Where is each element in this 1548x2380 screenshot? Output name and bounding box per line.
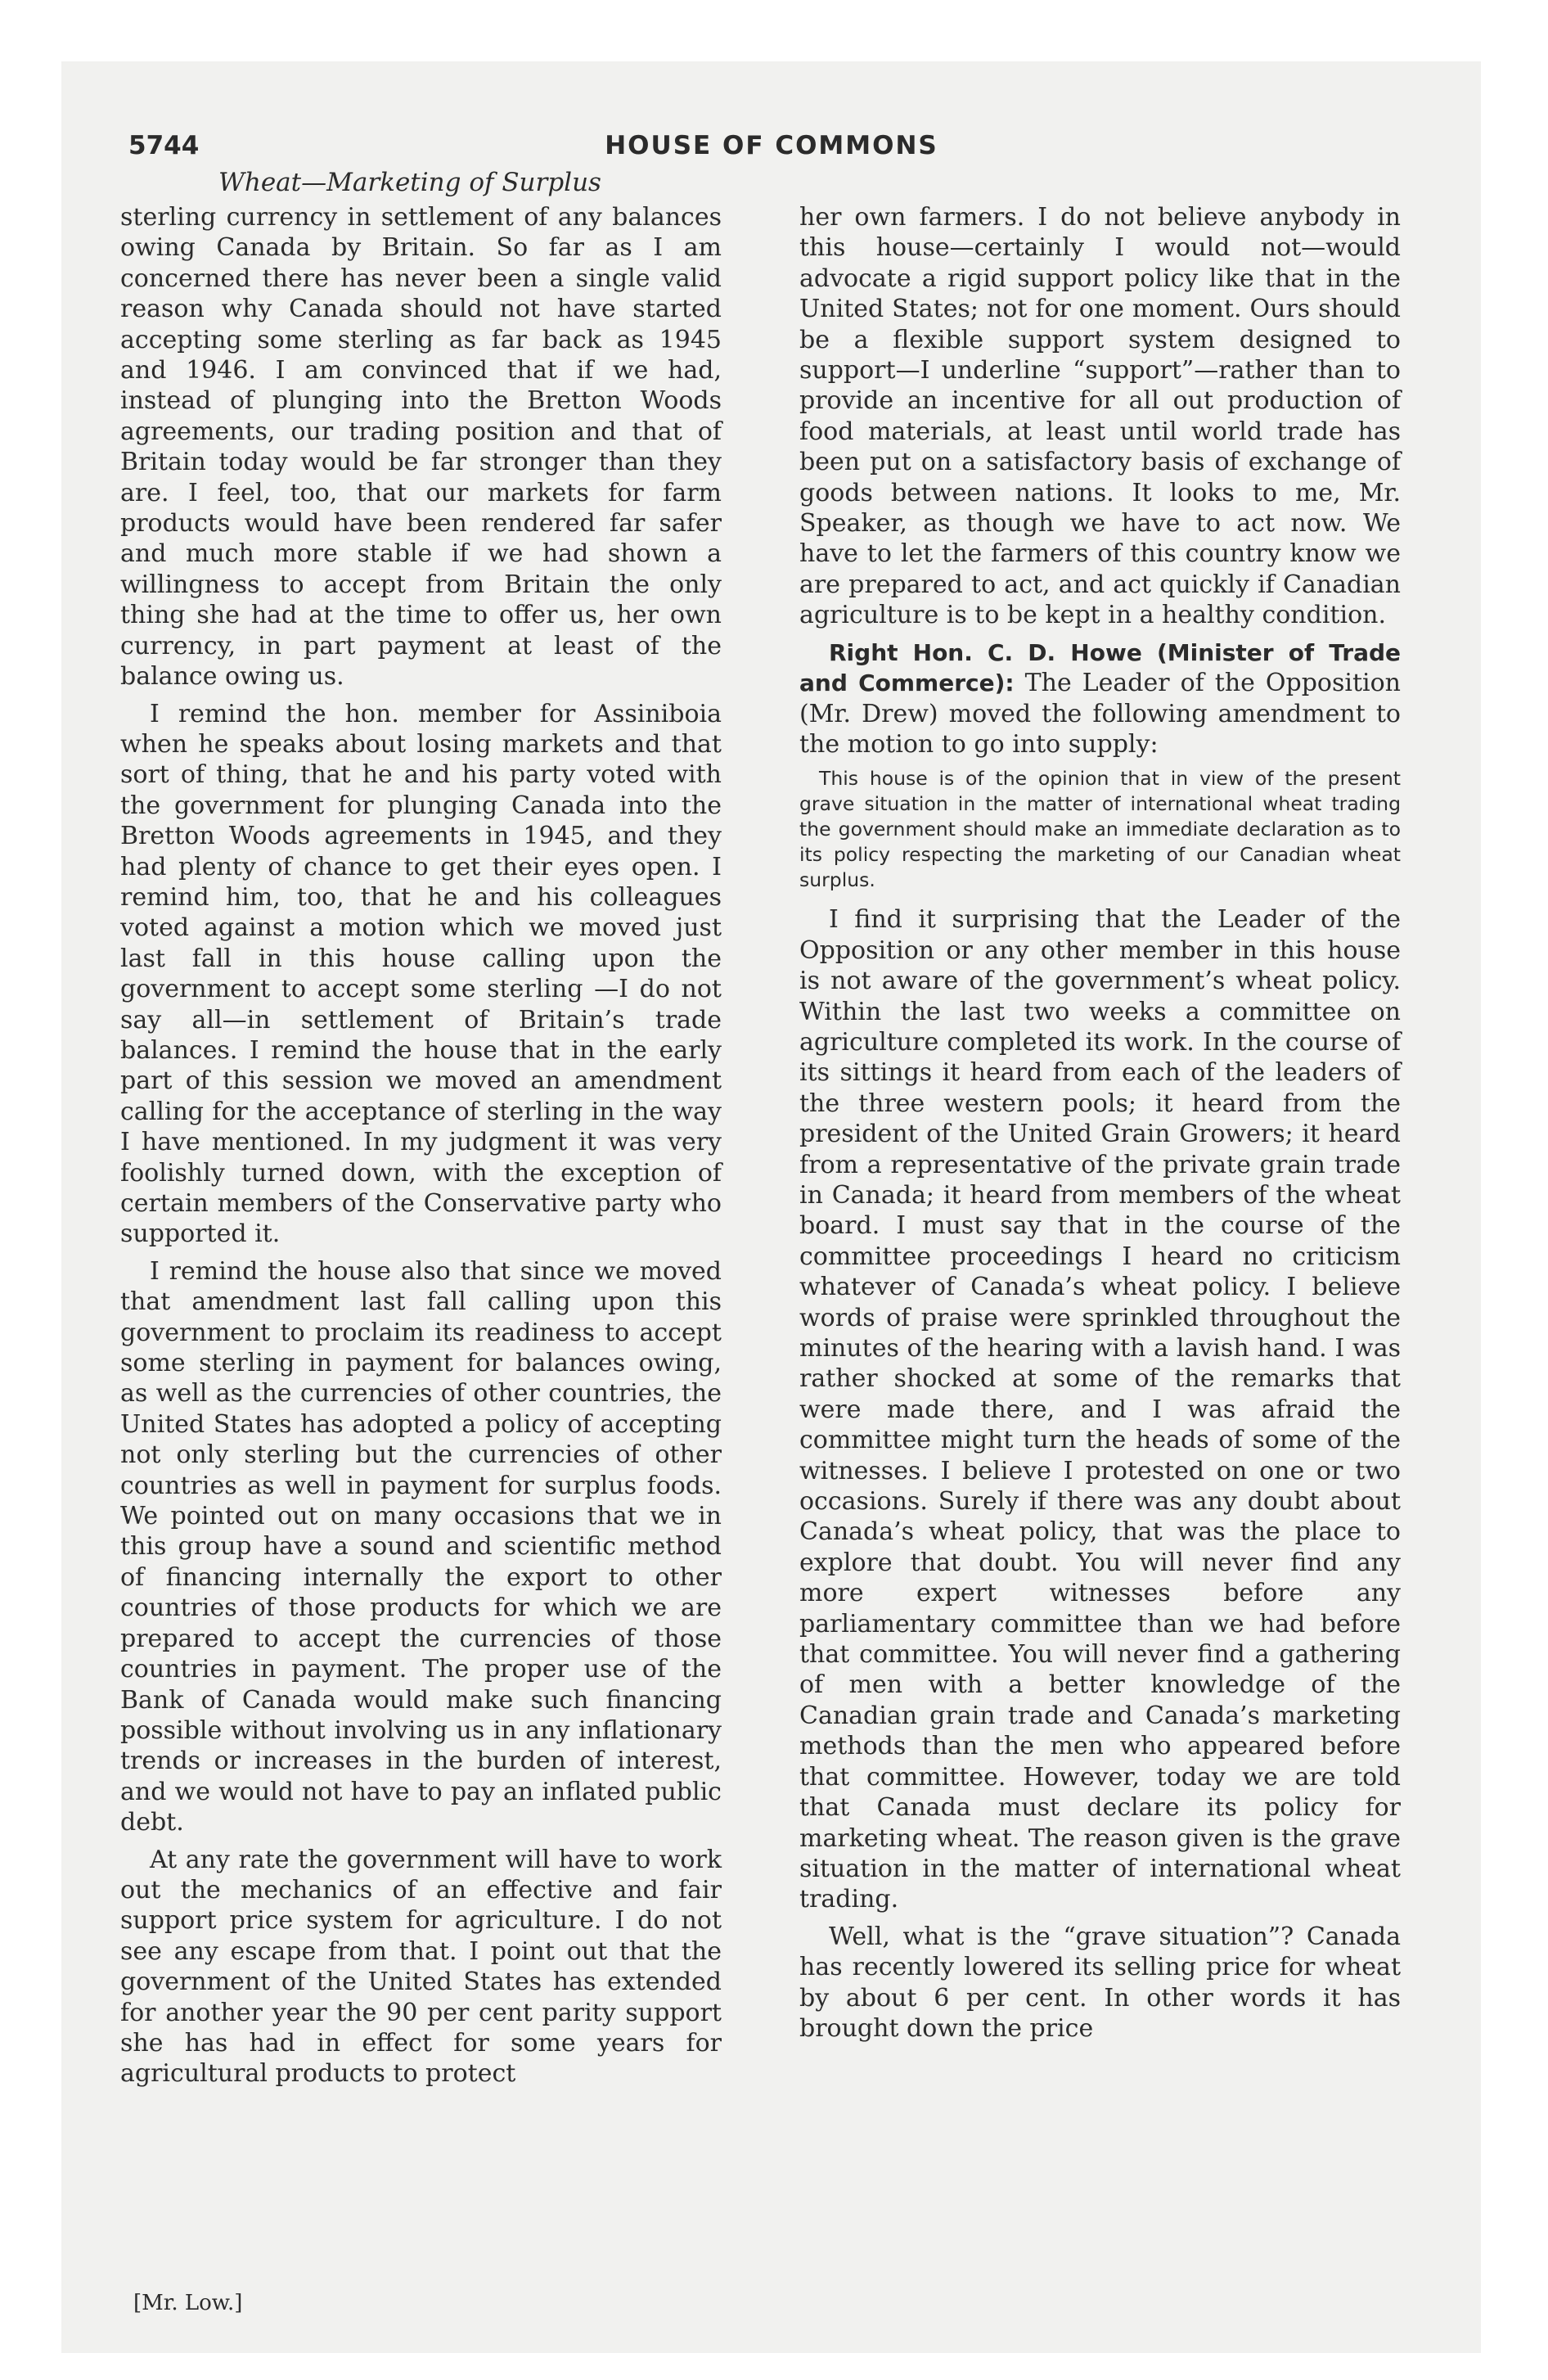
paragraph: I remind the hon. member for Assiniboia when he speaks about losing markets and that sort of thing, that he and his party voted with the government for plunging Canada into the Bretton Woods agreements in 1945, and they had plenty of chance to get their eyes open. I remind him, too, that he and his colleagues voted against a motion which we moved just last fall in this house calling upon the government to accept some sterling —I do not say all—in settlement of Britain’s trade balances. I remind the house that in the early part of this session we moved an amendment calling for the acceptance of sterling in the way I have mentioned. In my judgment it was very foolishly turned down, with the exception of certain members of the Conservative party who supported it.: [120, 699, 722, 1249]
hansard-page: [61, 61, 1481, 2353]
speaker-text: The Leader of the Opposition (Mr. Drew) moved the following amendment to the motion to go into supply:: [799, 669, 1401, 759]
speaker-paragraph: [799, 638, 1401, 760]
paragraph: sterling currency in settlement of any balances owing Canada by Britain. So far as I am concerned there has never been a single valid reason why Canada should not have started accepting some sterling as far back as 1945 and 1946. I am convinced that if we had, instead of plunging into the Bretton Woods agreements, our trading position and that of Britain today would be far stronger than they are. I feel, too, that our markets for farm products would have been rendered far safer and much more stable if we had shown a willingness to accept from Britain the only thing she had at the time to offer us, her own currency, in part payment at least of the balance owing us.: [120, 203, 722, 692]
left-column: [120, 202, 722, 2089]
amendment-quote: This house is of the opinion that in view of the present grave situation in the matter of international wheat trading the government should make an immediate declaration as to its policy respecting the marketing of our Canadian wheat surplus.: [799, 767, 1401, 892]
right-column: [799, 202, 1401, 2044]
speaker-name: Right Hon. C. D. Howe (Minister of Trade and Commerce):: [799, 638, 1401, 697]
paragraph: At any rate the government will have to work out the mechanics of an effective and fair support price system for agriculture. I do not see any escape from that. I point out that the government of the United States has extended for another year the 90 per cent parity support she has had in effect for some years for agricultural products to protect: [120, 1845, 722, 2089]
paragraph: I remind the house also that since we moved that amendment last fall calling upon this government to proclaim its readiness to accept some sterling in payment for balances owing, as well as the currencies of other countries, the United States has adopted a policy of accepting not only sterling but the currencies of other countries as well in payment for surplus foods. We pointed out on many occasions that we in this group have a sound and scientific method of financing internally the export to other countries of those products for which we are prepared to accept the currencies of those countries in payment. The proper use of the Bank of Canada would make such financing possible without involving us in any inflationary trends or increases in the burden of interest, and we would not have to pay an inflated public debt.: [120, 1256, 722, 1837]
page-header: [128, 131, 1415, 172]
subject-heading: Wheat—Marketing of Surplus: [218, 168, 601, 197]
paragraph: her own farmers. I do not believe anybody in this house—certainly I would not—would advocate a rigid support policy like that in the United States; not for one moment. Ours should be a flexible support system designed to support—I underline “support”—rather than to provide an incentive for all out production of food materials, at least until world trade has been put on a satisfactory basis of exchange of goods between nations. It looks to me, Mr. Speaker, as though we have to act now. We have to let the farmers of this country know we are prepared to act, and act quickly if Canadian agriculture is to be kept in a healthy condition.: [799, 203, 1401, 630]
paragraph: Well, what is the “grave situation”? Canada has recently lowered its selling price for wheat by about 6 per cent. In other words it has brought down the price: [799, 1922, 1401, 2043]
page-number: 5744: [128, 131, 200, 160]
paragraph: I find it surprising that the Leader of the Opposition or any other member in this house is not aware of the government’s wheat policy. Within the last two weeks a committee on agriculture completed its work. In the course of its sittings it heard from each of the leaders of the three western pools; it heard from the president of the United Grain Growers; it heard from a representative of the private grain trade in Canada; it heard from members of the wheat board. I must say that in the course of the committee proceedings I heard no criticism whatever of Canada’s wheat policy. I believe words of praise were sprinkled throughout the minutes of the hearing with a lavish hand. I was rather shocked at some of the remarks that were made there, and I was afraid the committee might turn the heads of some of the witnesses. I believe I protested on one or two occasions. Surely if there was any doubt about Canada’s wheat policy, that was the place to explore that doubt. You will never find any more expert witnesses before any parliamentary committee than we had before that committee. You will never find a gathering of men with a better knowledge of the Canadian grain trade and Canada’s marketing methods than the men who appeared before that committee. However, today we are told that Canada must declare its policy for marketing wheat. The reason given is the grave situation in the matter of international wheat trading.: [799, 905, 1401, 1914]
speaker-attribution: [Mr. Low.]: [133, 2291, 243, 2315]
running-head: HOUSE OF COMMONS: [605, 131, 938, 160]
